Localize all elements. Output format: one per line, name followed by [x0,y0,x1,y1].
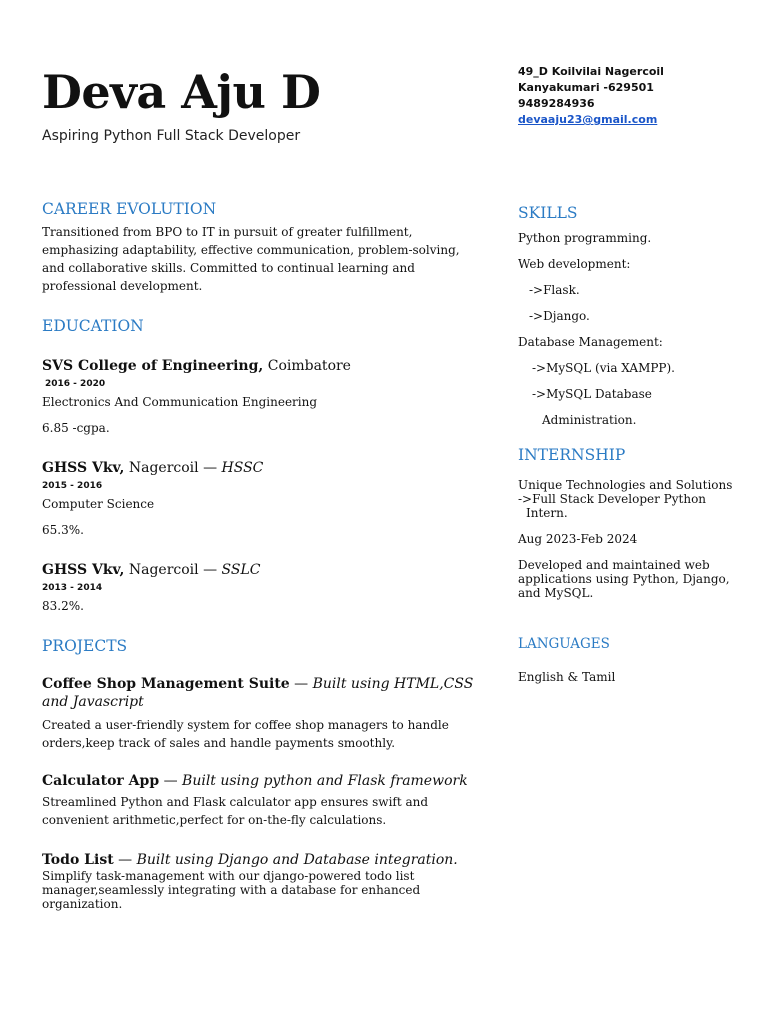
education-score: 65.3%. [42,523,84,537]
candidate-name: Deva Aju D [42,65,321,119]
education-score: 6.85 -cgpa. [42,421,110,435]
education-school: GHSS Vkv, [42,562,125,578]
skill-item: ->Django. [529,309,590,323]
project-name: Coffee Shop Management Suite [42,676,290,692]
left-column [42,64,482,911]
phone-number: 9489284936 [518,97,595,110]
projects-heading: PROJECTS [42,637,128,655]
projects-section [42,637,482,911]
education-field: Computer Science [42,497,155,511]
project-name: Todo List [42,852,114,868]
education-dates: 2015 - 2016 [42,481,103,491]
address-line-1: 49_D Koilvilai Nagercoil [518,65,664,78]
education-field: Electronics And Communication Engineering [42,395,318,409]
education-place: Nagercoil [128,460,199,476]
languages-text: English & Tamil [518,670,616,684]
skill-item: Python programming. [518,231,652,245]
internship-dates: Aug 2023-Feb 2024 [518,532,638,546]
skill-item: ->MySQL (via XAMPP). [532,361,675,375]
skill-item: Administration. [542,413,637,427]
education-level: HSSC [221,460,264,476]
address-line-2: Kanyakumari -629501 [518,81,654,94]
right-column [518,64,740,686]
education-place: Nagercoil [128,562,199,578]
career-heading: CAREER EVOLUTION [42,200,217,218]
career-section [42,200,482,295]
internship-company: Unique Technologies and Solutions [518,478,733,492]
project-desc: Created a user-friendly system for coffee shop managers to handle orders,keep track of sales and handle payments smoothly. [42,718,449,750]
project-desc: Streamlined Python and Flask calculator app ensures swift and convenient arithmetic,perfect for on-the-fly calculations. [42,795,429,827]
education-school: SVS College of Engineering, [42,358,264,374]
project-tech: Built using python and Flask framework [182,773,468,789]
education-place: Coimbatore [267,358,351,374]
languages-heading: LANGUAGES [518,636,610,652]
candidate-subtitle: Aspiring Python Full Stack Developer [42,128,301,144]
project-tech: Built using HTML,CSS and Javascript [42,676,474,710]
internship-heading: INTERNSHIP [518,446,626,464]
education-section [42,317,482,615]
internship-desc: Developed and maintained web applications using Python, Django, and MySQL. [518,558,730,600]
skill-item: Web development: [518,257,631,271]
education-heading: EDUCATION [42,317,144,335]
project-name: Calculator App [42,773,160,789]
education-entry: GHSS Vkv, Nagercoil — HSSC 2015 - 2016 Computer Science 65.3%. [42,459,482,539]
education-entry [42,357,482,437]
education-dates: 2016 - 2020 [45,379,106,389]
contact-block [518,64,740,128]
education-school: GHSS Vkv, [42,460,125,476]
internship-role-cont: Intern. [526,506,568,520]
career-text: Transitioned from BPO to IT in pursuit of greater fulfillment, emphasizing adaptability, effective communication, problem-solving, and collaborative skills. Committed to continual learning and professional development. [42,225,460,293]
project-tech: Built using Django and Database integration. [136,852,458,868]
email-link[interactable]: devaaju23@gmail.com [518,113,658,126]
skill-item: Database Management: [518,335,663,349]
languages-section [518,636,740,686]
skill-item: ->MySQL Database [532,387,652,401]
skill-item: ->Flask. [529,283,580,297]
project-entry: Todo List — Built using Django and Database integration. Simplify task-management with our django-powered todo list manager,seamlessly integrating with a database for enhanced organization. [42,851,482,911]
project-entry: Calculator App — Built using python and Flask framework Streamlined Python and Flask calculator app ensures swift and convenient arithmetic,perfect for on-the-fly calculations. [42,772,482,829]
skills-heading: SKILLS [518,204,578,222]
education-score: 83.2%. [42,599,84,613]
education-entry: GHSS Vkv, Nagercoil — SSLC 2013 - 2014 83.2%. [42,561,482,615]
project-entry: Coffee Shop Management Suite — Built using HTML,CSS and Javascript Created a user-friendly system for coffee shop managers to handle orders,keep track of sales and handle payments smoothly. [42,675,482,752]
education-level: SSLC [221,562,261,578]
internship-section [518,446,740,600]
internship-role: ->Full Stack Developer Python [518,492,707,506]
skills-section [518,204,740,428]
project-desc: Simplify task-management with our django-powered todo list manager,seamlessly integrating with a database for enhanced organization. [42,869,421,911]
education-dates: 2013 - 2014 [42,583,103,593]
